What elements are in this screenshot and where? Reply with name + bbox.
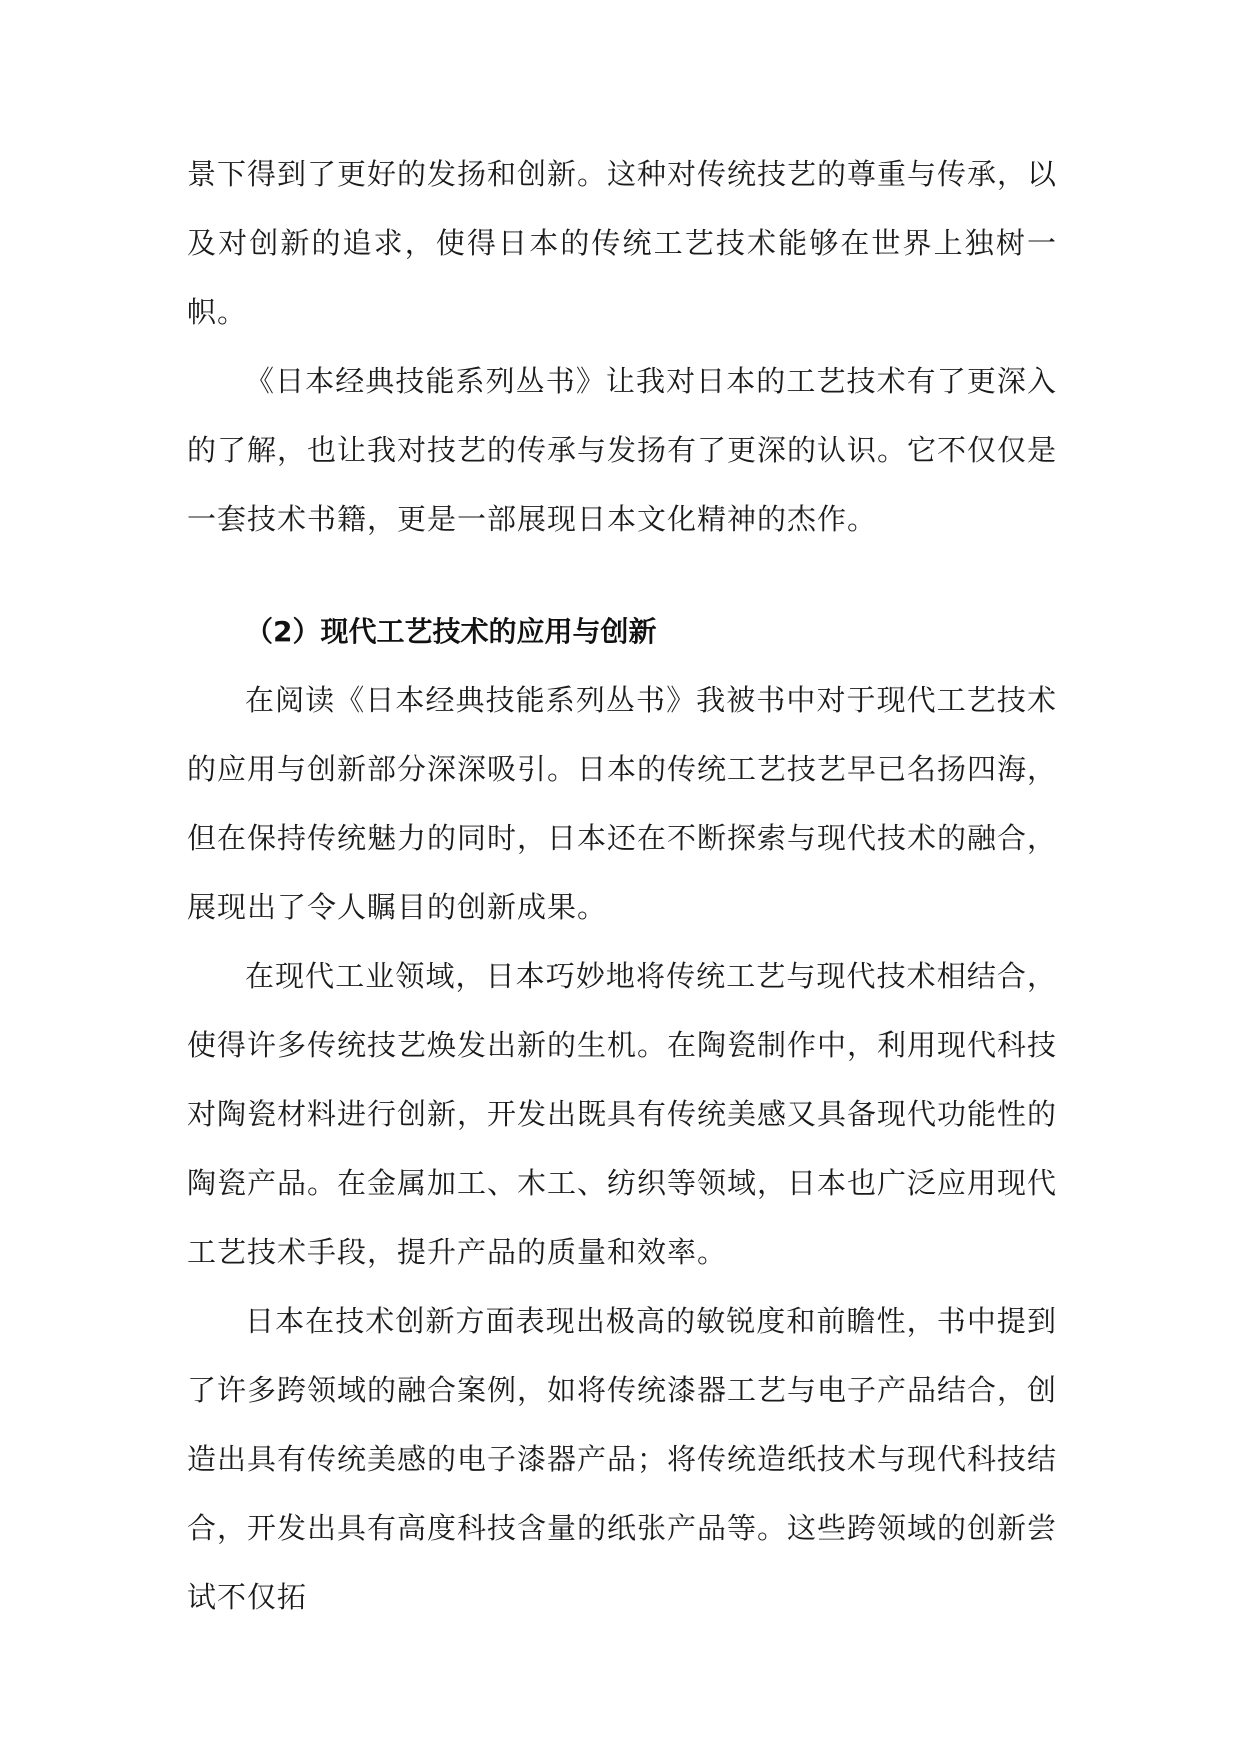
paragraph-continuation: 景下得到了更好的发扬和创新。这种对传统技艺的尊重与传承，以及对创新的追求，使得日本的传统工艺技术能够在世界上独树一帜。	[187, 157, 1058, 329]
paragraph-modern-industry: 在现代工业领域，日本巧妙地将传统工艺与现代技术相结合，使得许多传统技艺焕发出新的生机。在陶瓷制作中，利用现代科技对陶瓷材料进行创新，开发出既具有传统美感又具备现代功能性的陶瓷产品。在金属加工、木工、纺织等领域，日本也广泛应用现代工艺技术手段，提升产品的质量和效率。	[187, 959, 1058, 1269]
document-page	[187, 140, 1057, 1632]
section-heading: （2）现代工艺技术的应用与创新	[245, 615, 657, 648]
paragraph-book-reflection: 《日本经典技能系列丛书》让我对日本的工艺技术有了更深入的了解，也让我对技艺的传承与发扬有了更深的认识。它不仅仅是一套技术书籍，更是一部展现日本文化精神的杰作。	[187, 364, 1058, 536]
paragraph-reading-intro: 在阅读《日本经典技能系列丛书》我被书中对于现代工艺技术的应用与创新部分深深吸引。日本的传统工艺技艺早已名扬四海，但在保持传统魅力的同时，日本还在不断探索与现代技术的融合，展现出了令人瞩目的创新成果。	[187, 683, 1058, 924]
paragraph-cross-domain-innovation: 日本在技术创新方面表现出极高的敏锐度和前瞻性，书中提到了许多跨领域的融合案例，如将传统漆器工艺与电子产品结合，创造出具有传统美感的电子漆器产品；将传统造纸技术与现代科技结合，开发出具有高度科技含量的纸张产品等。这些跨领域的创新尝试不仅拓	[187, 1304, 1058, 1614]
